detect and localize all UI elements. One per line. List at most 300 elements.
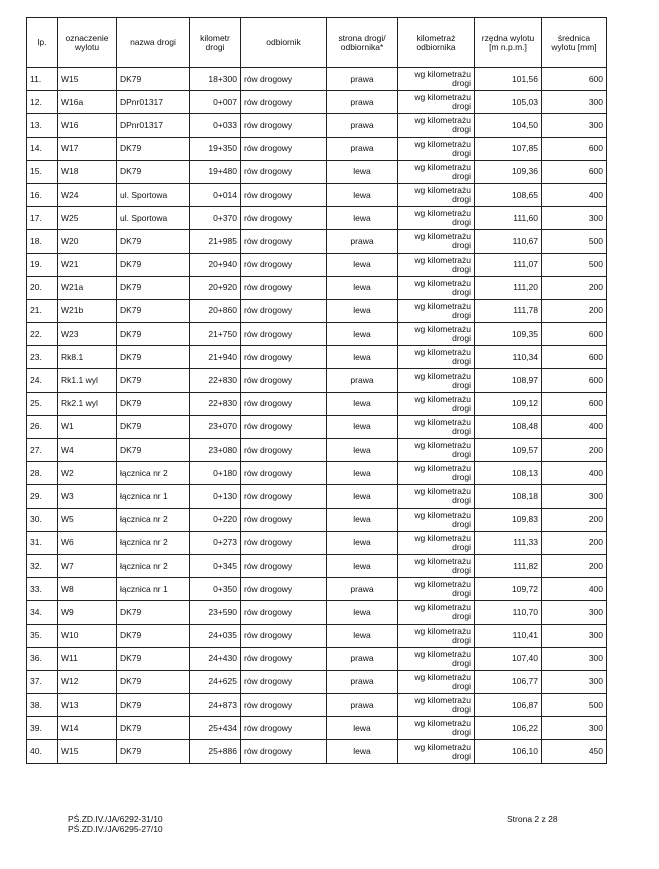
row-lp-cell: 15. <box>27 160 58 183</box>
outlet-id-cell: W21a <box>58 276 117 299</box>
diameter-cell: 600 <box>542 137 607 160</box>
road-side-cell: prawa <box>327 647 398 670</box>
receiver-km-cell: wg kilometrażu drogi <box>398 531 475 554</box>
road-km-cell: 23+080 <box>190 439 241 462</box>
elevation-cell: 111,20 <box>475 276 542 299</box>
diameter-cell: 600 <box>542 323 607 346</box>
row-lp-cell: 39. <box>27 717 58 740</box>
road-name-cell: DK79 <box>117 392 190 415</box>
header-road-km: kilometr drogi <box>190 18 241 68</box>
elevation-cell: 108,18 <box>475 485 542 508</box>
diameter-cell: 200 <box>542 531 607 554</box>
diameter-cell: 450 <box>542 740 607 763</box>
road-side-cell: prawa <box>327 68 398 91</box>
road-name-cell: DPnr01317 <box>117 91 190 114</box>
table-row <box>27 346 607 369</box>
outlet-id-cell: W3 <box>58 485 117 508</box>
table-row <box>27 554 607 577</box>
road-km-cell: 25+434 <box>190 717 241 740</box>
road-side-cell: lewa <box>327 276 398 299</box>
outlet-id-cell: W9 <box>58 601 117 624</box>
road-side-cell: lewa <box>327 183 398 206</box>
road-name-cell: ul. Sportowa <box>117 183 190 206</box>
outlet-id-cell: W16 <box>58 114 117 137</box>
road-name-cell: łącznica nr 1 <box>117 485 190 508</box>
receiver-cell: rów drogowy <box>241 694 327 717</box>
diameter-cell: 300 <box>542 717 607 740</box>
header-row <box>27 18 607 68</box>
receiver-cell: rów drogowy <box>241 601 327 624</box>
table-row <box>27 694 607 717</box>
receiver-km-cell: wg kilometrażu drogi <box>398 670 475 693</box>
row-lp-cell: 40. <box>27 740 58 763</box>
table-row <box>27 624 607 647</box>
receiver-cell: rów drogowy <box>241 647 327 670</box>
table-row <box>27 183 607 206</box>
receiver-cell: rów drogowy <box>241 299 327 322</box>
table-row <box>27 299 607 322</box>
row-lp-cell: 26. <box>27 415 58 438</box>
outlet-id-cell: Rk1.1 wyl <box>58 369 117 392</box>
road-km-cell: 20+920 <box>190 276 241 299</box>
receiver-km-cell: wg kilometrażu drogi <box>398 740 475 763</box>
road-km-cell: 0+033 <box>190 114 241 137</box>
table-row <box>27 369 607 392</box>
receiver-cell: rów drogowy <box>241 323 327 346</box>
row-lp-cell: 16. <box>27 183 58 206</box>
road-km-cell: 21+985 <box>190 230 241 253</box>
road-km-cell: 20+860 <box>190 299 241 322</box>
road-km-cell: 24+035 <box>190 624 241 647</box>
outlet-id-cell: W11 <box>58 647 117 670</box>
row-lp-cell: 35. <box>27 624 58 647</box>
table-row <box>27 717 607 740</box>
elevation-cell: 110,67 <box>475 230 542 253</box>
road-name-cell: DK79 <box>117 323 190 346</box>
elevation-cell: 110,70 <box>475 601 542 624</box>
diameter-cell: 300 <box>542 624 607 647</box>
road-side-cell: lewa <box>327 740 398 763</box>
diameter-cell: 300 <box>542 647 607 670</box>
road-name-cell: DK79 <box>117 299 190 322</box>
road-side-cell: lewa <box>327 346 398 369</box>
road-side-cell: prawa <box>327 230 398 253</box>
document-ref-2: PŚ.ZD.IV./JA/6295-27/10 <box>68 824 163 834</box>
row-lp-cell: 17. <box>27 207 58 230</box>
receiver-cell: rów drogowy <box>241 68 327 91</box>
table-row <box>27 392 607 415</box>
receiver-km-cell: wg kilometrażu drogi <box>398 554 475 577</box>
elevation-cell: 111,60 <box>475 207 542 230</box>
diameter-cell: 400 <box>542 578 607 601</box>
receiver-km-cell: wg kilometrażu drogi <box>398 230 475 253</box>
road-side-cell: prawa <box>327 91 398 114</box>
road-side-cell: lewa <box>327 717 398 740</box>
elevation-cell: 106,77 <box>475 670 542 693</box>
road-km-cell: 18+300 <box>190 68 241 91</box>
diameter-cell: 200 <box>542 439 607 462</box>
diameter-cell: 500 <box>542 694 607 717</box>
diameter-cell: 300 <box>542 601 607 624</box>
receiver-km-cell: wg kilometrażu drogi <box>398 647 475 670</box>
receiver-cell: rów drogowy <box>241 91 327 114</box>
row-lp-cell: 27. <box>27 439 58 462</box>
road-km-cell: 24+625 <box>190 670 241 693</box>
road-side-cell: lewa <box>327 508 398 531</box>
diameter-cell: 400 <box>542 415 607 438</box>
outlet-id-cell: W23 <box>58 323 117 346</box>
receiver-km-cell: wg kilometrażu drogi <box>398 114 475 137</box>
receiver-cell: rów drogowy <box>241 554 327 577</box>
receiver-cell: rów drogowy <box>241 207 327 230</box>
road-km-cell: 24+430 <box>190 647 241 670</box>
road-km-cell: 21+750 <box>190 323 241 346</box>
diameter-cell: 300 <box>542 485 607 508</box>
receiver-cell: rów drogowy <box>241 439 327 462</box>
diameter-cell: 200 <box>542 554 607 577</box>
row-lp-cell: 28. <box>27 462 58 485</box>
elevation-cell: 109,35 <box>475 323 542 346</box>
elevation-cell: 106,10 <box>475 740 542 763</box>
elevation-cell: 108,13 <box>475 462 542 485</box>
outlet-id-cell: W12 <box>58 670 117 693</box>
outlet-id-cell: W15 <box>58 68 117 91</box>
elevation-cell: 105,03 <box>475 91 542 114</box>
receiver-cell: rów drogowy <box>241 578 327 601</box>
road-name-cell: DK79 <box>117 68 190 91</box>
road-name-cell: DK79 <box>117 601 190 624</box>
road-side-cell: lewa <box>327 601 398 624</box>
diameter-cell: 400 <box>542 462 607 485</box>
table-row <box>27 531 607 554</box>
road-side-cell: lewa <box>327 554 398 577</box>
outlet-id-cell: W1 <box>58 415 117 438</box>
receiver-cell: rów drogowy <box>241 415 327 438</box>
road-name-cell: DK79 <box>117 137 190 160</box>
document-references <box>68 814 163 834</box>
road-km-cell: 23+070 <box>190 415 241 438</box>
receiver-km-cell: wg kilometrażu drogi <box>398 323 475 346</box>
road-side-cell: lewa <box>327 207 398 230</box>
outlet-id-cell: W21b <box>58 299 117 322</box>
diameter-cell: 600 <box>542 369 607 392</box>
road-km-cell: 24+873 <box>190 694 241 717</box>
table-row <box>27 439 607 462</box>
outlets-table <box>26 17 607 764</box>
receiver-km-cell: wg kilometrażu drogi <box>398 415 475 438</box>
road-side-cell: lewa <box>327 392 398 415</box>
road-name-cell: DK79 <box>117 717 190 740</box>
road-name-cell: łącznica nr 2 <box>117 531 190 554</box>
road-name-cell: DK79 <box>117 415 190 438</box>
road-name-cell: ul. Sportowa <box>117 207 190 230</box>
outlet-id-cell: Rk2.1 wyl <box>58 392 117 415</box>
elevation-cell: 108,48 <box>475 415 542 438</box>
elevation-cell: 109,57 <box>475 439 542 462</box>
road-side-cell: prawa <box>327 137 398 160</box>
elevation-cell: 111,82 <box>475 554 542 577</box>
receiver-km-cell: wg kilometrażu drogi <box>398 717 475 740</box>
header-side: strona drogi/ odbiornika* <box>327 18 398 68</box>
receiver-cell: rów drogowy <box>241 485 327 508</box>
outlet-id-cell: W8 <box>58 578 117 601</box>
diameter-cell: 300 <box>542 207 607 230</box>
receiver-cell: rów drogowy <box>241 624 327 647</box>
road-name-cell: DK79 <box>117 439 190 462</box>
road-name-cell: DK79 <box>117 346 190 369</box>
diameter-cell: 500 <box>542 253 607 276</box>
road-km-cell: 21+940 <box>190 346 241 369</box>
elevation-cell: 106,22 <box>475 717 542 740</box>
row-lp-cell: 29. <box>27 485 58 508</box>
receiver-km-cell: wg kilometrażu drogi <box>398 299 475 322</box>
row-lp-cell: 20. <box>27 276 58 299</box>
header-lp: lp. <box>27 18 58 68</box>
road-km-cell: 22+830 <box>190 369 241 392</box>
diameter-cell: 200 <box>542 276 607 299</box>
road-side-cell: lewa <box>327 323 398 346</box>
table-row <box>27 647 607 670</box>
road-name-cell: łącznica nr 2 <box>117 508 190 531</box>
receiver-cell: rów drogowy <box>241 508 327 531</box>
road-km-cell: 0+220 <box>190 508 241 531</box>
diameter-cell: 300 <box>542 114 607 137</box>
road-km-cell: 19+350 <box>190 137 241 160</box>
table-row <box>27 276 607 299</box>
road-name-cell: łącznica nr 2 <box>117 554 190 577</box>
header-receiver: odbiornik <box>241 18 327 68</box>
row-lp-cell: 11. <box>27 68 58 91</box>
table-row <box>27 160 607 183</box>
elevation-cell: 108,65 <box>475 183 542 206</box>
outlet-id-cell: W10 <box>58 624 117 647</box>
diameter-cell: 600 <box>542 346 607 369</box>
diameter-cell: 600 <box>542 160 607 183</box>
road-km-cell: 19+480 <box>190 160 241 183</box>
receiver-km-cell: wg kilometrażu drogi <box>398 160 475 183</box>
row-lp-cell: 38. <box>27 694 58 717</box>
outlet-id-cell: W14 <box>58 717 117 740</box>
road-side-cell: lewa <box>327 439 398 462</box>
road-side-cell: lewa <box>327 462 398 485</box>
row-lp-cell: 19. <box>27 253 58 276</box>
elevation-cell: 110,41 <box>475 624 542 647</box>
row-lp-cell: 33. <box>27 578 58 601</box>
row-lp-cell: 23. <box>27 346 58 369</box>
elevation-cell: 109,72 <box>475 578 542 601</box>
receiver-km-cell: wg kilometrażu drogi <box>398 91 475 114</box>
receiver-cell: rów drogowy <box>241 253 327 276</box>
table-row <box>27 230 607 253</box>
header-receiver-km: kilometraż odbiornika <box>398 18 475 68</box>
receiver-km-cell: wg kilometrażu drogi <box>398 276 475 299</box>
road-name-cell: łącznica nr 2 <box>117 462 190 485</box>
row-lp-cell: 13. <box>27 114 58 137</box>
elevation-cell: 111,33 <box>475 531 542 554</box>
receiver-km-cell: wg kilometrażu drogi <box>398 508 475 531</box>
elevation-cell: 109,36 <box>475 160 542 183</box>
diameter-cell: 200 <box>542 299 607 322</box>
road-km-cell: 0+130 <box>190 485 241 508</box>
receiver-km-cell: wg kilometrażu drogi <box>398 485 475 508</box>
road-km-cell: 0+273 <box>190 531 241 554</box>
row-lp-cell: 12. <box>27 91 58 114</box>
row-lp-cell: 37. <box>27 670 58 693</box>
row-lp-cell: 21. <box>27 299 58 322</box>
receiver-km-cell: wg kilometrażu drogi <box>398 694 475 717</box>
table-row <box>27 740 607 763</box>
outlet-id-cell: W7 <box>58 554 117 577</box>
elevation-cell: 109,12 <box>475 392 542 415</box>
road-name-cell: DK79 <box>117 670 190 693</box>
table-row <box>27 137 607 160</box>
road-side-cell: lewa <box>327 253 398 276</box>
header-elevation: rzędna wylotu [m n.p.m.] <box>475 18 542 68</box>
road-side-cell: lewa <box>327 485 398 508</box>
road-side-cell: lewa <box>327 299 398 322</box>
table-row <box>27 207 607 230</box>
table-row <box>27 508 607 531</box>
table-row <box>27 91 607 114</box>
diameter-cell: 500 <box>542 230 607 253</box>
receiver-cell: rów drogowy <box>241 462 327 485</box>
receiver-cell: rów drogowy <box>241 369 327 392</box>
outlet-id-cell: W20 <box>58 230 117 253</box>
road-side-cell: prawa <box>327 670 398 693</box>
road-name-cell: DK79 <box>117 276 190 299</box>
diameter-cell: 600 <box>542 392 607 415</box>
row-lp-cell: 31. <box>27 531 58 554</box>
receiver-km-cell: wg kilometrażu drogi <box>398 346 475 369</box>
elevation-cell: 107,85 <box>475 137 542 160</box>
row-lp-cell: 14. <box>27 137 58 160</box>
diameter-cell: 200 <box>542 508 607 531</box>
outlet-id-cell: W6 <box>58 531 117 554</box>
receiver-km-cell: wg kilometrażu drogi <box>398 137 475 160</box>
table-row <box>27 323 607 346</box>
receiver-cell: rów drogowy <box>241 114 327 137</box>
table-row <box>27 485 607 508</box>
receiver-cell: rów drogowy <box>241 160 327 183</box>
row-lp-cell: 24. <box>27 369 58 392</box>
road-name-cell: DK79 <box>117 740 190 763</box>
elevation-cell: 106,87 <box>475 694 542 717</box>
receiver-km-cell: wg kilometrażu drogi <box>398 253 475 276</box>
road-km-cell: 0+180 <box>190 462 241 485</box>
road-km-cell: 20+940 <box>190 253 241 276</box>
outlet-id-cell: W5 <box>58 508 117 531</box>
road-name-cell: DPnr01317 <box>117 114 190 137</box>
road-km-cell: 0+007 <box>190 91 241 114</box>
receiver-cell: rów drogowy <box>241 346 327 369</box>
road-name-cell: łącznica nr 1 <box>117 578 190 601</box>
header-diameter: średnica wylotu [mm] <box>542 18 607 68</box>
road-km-cell: 0+345 <box>190 554 241 577</box>
diameter-cell: 600 <box>542 68 607 91</box>
outlet-id-cell: W2 <box>58 462 117 485</box>
row-lp-cell: 32. <box>27 554 58 577</box>
road-side-cell: prawa <box>327 578 398 601</box>
receiver-km-cell: wg kilometrażu drogi <box>398 392 475 415</box>
road-name-cell: DK79 <box>117 694 190 717</box>
table-row <box>27 578 607 601</box>
row-lp-cell: 34. <box>27 601 58 624</box>
receiver-km-cell: wg kilometrażu drogi <box>398 601 475 624</box>
road-name-cell: DK79 <box>117 624 190 647</box>
page-number: Strona 2 z 28 <box>507 814 558 824</box>
table-row <box>27 670 607 693</box>
table-row <box>27 68 607 91</box>
table-row <box>27 462 607 485</box>
road-name-cell: DK79 <box>117 369 190 392</box>
diameter-cell: 300 <box>542 670 607 693</box>
receiver-cell: rów drogowy <box>241 717 327 740</box>
header-road-name: nazwa drogi <box>117 18 190 68</box>
road-side-cell: prawa <box>327 114 398 137</box>
receiver-km-cell: wg kilometrażu drogi <box>398 578 475 601</box>
road-name-cell: DK79 <box>117 647 190 670</box>
elevation-cell: 111,78 <box>475 299 542 322</box>
receiver-cell: rów drogowy <box>241 670 327 693</box>
row-lp-cell: 25. <box>27 392 58 415</box>
table-row <box>27 415 607 438</box>
receiver-km-cell: wg kilometrażu drogi <box>398 624 475 647</box>
receiver-cell: rów drogowy <box>241 230 327 253</box>
outlet-id-cell: W18 <box>58 160 117 183</box>
receiver-cell: rów drogowy <box>241 137 327 160</box>
receiver-km-cell: wg kilometrażu drogi <box>398 369 475 392</box>
road-side-cell: lewa <box>327 624 398 647</box>
road-km-cell: 0+350 <box>190 578 241 601</box>
table-row <box>27 601 607 624</box>
elevation-cell: 101,56 <box>475 68 542 91</box>
receiver-cell: rów drogowy <box>241 531 327 554</box>
outlet-id-cell: W21 <box>58 253 117 276</box>
elevation-cell: 108,97 <box>475 369 542 392</box>
table-row <box>27 114 607 137</box>
elevation-cell: 109,83 <box>475 508 542 531</box>
road-side-cell: prawa <box>327 369 398 392</box>
elevation-cell: 107,40 <box>475 647 542 670</box>
document-ref-1: PŚ.ZD.IV./JA/6292-31/10 <box>68 814 163 824</box>
road-side-cell: prawa <box>327 694 398 717</box>
road-side-cell: lewa <box>327 415 398 438</box>
road-name-cell: DK79 <box>117 230 190 253</box>
road-name-cell: DK79 <box>117 253 190 276</box>
outlet-id-cell: W25 <box>58 207 117 230</box>
outlet-id-cell: W15 <box>58 740 117 763</box>
road-side-cell: lewa <box>327 531 398 554</box>
diameter-cell: 300 <box>542 91 607 114</box>
elevation-cell: 111,07 <box>475 253 542 276</box>
receiver-km-cell: wg kilometrażu drogi <box>398 207 475 230</box>
header-outlet-id: oznaczenie wylotu <box>58 18 117 68</box>
outlet-id-cell: W17 <box>58 137 117 160</box>
road-km-cell: 0+014 <box>190 183 241 206</box>
receiver-cell: rów drogowy <box>241 392 327 415</box>
row-lp-cell: 22. <box>27 323 58 346</box>
road-side-cell: lewa <box>327 160 398 183</box>
road-km-cell: 23+590 <box>190 601 241 624</box>
elevation-cell: 104,50 <box>475 114 542 137</box>
receiver-cell: rów drogowy <box>241 740 327 763</box>
outlet-id-cell: W4 <box>58 439 117 462</box>
receiver-km-cell: wg kilometrażu drogi <box>398 68 475 91</box>
receiver-km-cell: wg kilometrażu drogi <box>398 183 475 206</box>
road-km-cell: 0+370 <box>190 207 241 230</box>
row-lp-cell: 36. <box>27 647 58 670</box>
road-km-cell: 25+886 <box>190 740 241 763</box>
